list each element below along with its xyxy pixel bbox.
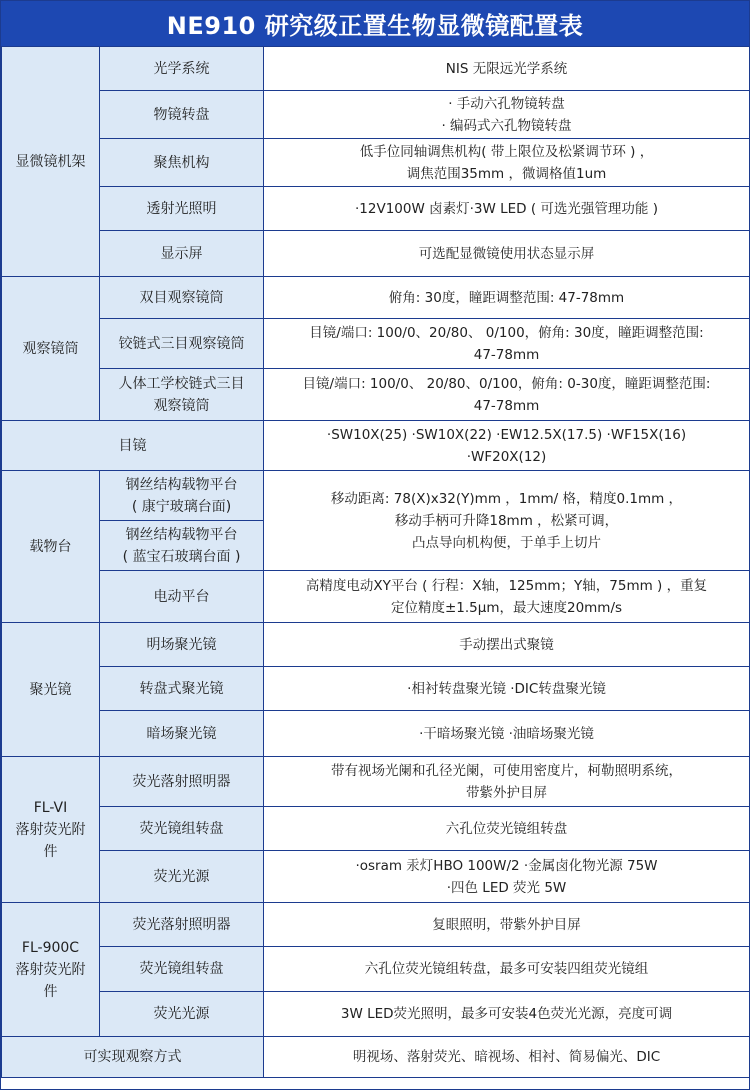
name-line: 钢丝结构载物平台 — [125, 526, 238, 543]
item-name — [100, 369, 264, 421]
value-line: 六孔位荧光镜组转盘，最多可安装四组荧光镜组 — [364, 961, 649, 977]
table-row — [2, 139, 750, 187]
table-row — [2, 421, 750, 471]
category-line: 件 — [43, 983, 58, 1000]
category-line: FL-VI — [33, 799, 68, 816]
item-name: 转盘式聚光镜 — [100, 667, 264, 711]
value-line: 调焦范围35mm ，微调格值1um — [406, 165, 607, 182]
item-value — [264, 947, 750, 992]
item-name: 电动平台 — [100, 571, 264, 623]
item-name: 明场聚光镜 — [100, 623, 264, 667]
table-row — [2, 903, 750, 947]
category-fl-900c — [2, 903, 100, 1037]
category-stage: 载物台 — [2, 471, 100, 623]
item-name: 荧光光源 — [100, 851, 264, 903]
item-name: 物镜转盘 — [100, 91, 264, 139]
table-row — [2, 277, 750, 319]
value-line: 47-78mm — [473, 346, 540, 363]
item-name: 荧光落射照明器 — [100, 757, 264, 807]
value-line: NIS 无限远光学系统 — [445, 60, 568, 77]
value-line: · 编码式六孔物镜转盘 — [441, 117, 572, 134]
category-condenser: 聚光镜 — [2, 623, 100, 757]
item-name: 聚焦机构 — [100, 139, 264, 187]
table-row — [2, 807, 750, 851]
value-line: ·12V100W 卤素灯·3W LED ( 可选光强管理功能 ) — [355, 200, 658, 217]
item-name: 荧光光源 — [100, 992, 264, 1037]
table-row — [2, 992, 750, 1037]
table-row — [2, 187, 750, 231]
table-row — [2, 231, 750, 277]
value-line: · 手动六孔物镜转盘 — [448, 95, 565, 112]
item-name: 透射光照明 — [100, 187, 264, 231]
value-line: ·干暗场聚光镜 ·油暗场聚光镜 — [419, 725, 594, 742]
category-stand: 显微镜机架 — [2, 47, 100, 277]
value-line: 移动距离: 78(X)x32(Y)mm ，1mm/ 格，精度0.1mm ， — [330, 490, 683, 507]
item-value — [264, 139, 750, 187]
name-line: ( 蓝宝石玻璃台面 ) — [122, 548, 241, 565]
category-line: 件 — [43, 843, 58, 860]
table-row — [2, 947, 750, 992]
value-line: 手动摆出式聚镜 — [459, 636, 554, 653]
table-row — [2, 851, 750, 903]
table-row — [2, 471, 750, 521]
name-line: 人体工学校链式三目 — [118, 375, 245, 392]
item-name: 显示屏 — [100, 231, 264, 277]
config-table — [1, 46, 750, 1078]
value-line: 移动手柄可升降18mm ，松紧可调， — [394, 512, 619, 529]
value-line: 3W LED荧光照明，最多可安装4色荧光光源，亮度可调 — [340, 1006, 673, 1022]
value-line: ·SW10X(25) ·SW10X(22) ·EW12.5X(17.5) ·WF15X(16) — [326, 426, 687, 443]
item-value — [264, 231, 750, 277]
value-line: 带紫外护目屏 — [466, 784, 547, 801]
page-title: NE910 研究级正置生物显微镜配置表 — [1, 1, 749, 46]
value-line: 低手位同轴调焦机构( 带上限位及松紧调节环 ) ， — [359, 143, 654, 160]
item-value — [264, 571, 750, 623]
item-name — [100, 521, 264, 571]
category-line: 落射荧光附 — [15, 821, 86, 838]
table-row — [2, 91, 750, 139]
value-line: 明视场、落射荧光、暗视场、相衬、简易偏光、DIC — [352, 1049, 661, 1065]
item-value — [264, 851, 750, 903]
item-value — [264, 91, 750, 139]
item-name: 荧光镜组转盘 — [100, 947, 264, 992]
value-line: 俯角: 30度，瞳距调整范围: 47-78mm — [388, 289, 625, 306]
category-line: 落射荧光附 — [15, 961, 86, 978]
item-value — [264, 711, 750, 757]
table-row — [2, 47, 750, 91]
item-name: 双目观察镜筒 — [100, 277, 264, 319]
name-line: 观察镜筒 — [153, 397, 210, 414]
value-line: ·相衬转盘聚光镜 ·DIC转盘聚光镜 — [407, 680, 606, 697]
category-line: FL-900C — [21, 939, 80, 956]
item-name: 光学系统 — [100, 47, 264, 91]
value-line: 定位精度±1.5μm，最大速度20mm/s — [390, 599, 623, 616]
item-name — [100, 471, 264, 521]
item-value — [264, 757, 750, 807]
item-name: 暗场聚光镜 — [100, 711, 264, 757]
item-value — [264, 1037, 750, 1078]
table-row — [2, 667, 750, 711]
value-line: ·四色 LED 荧光 5W — [446, 879, 567, 896]
value-line: 复眼照明，带紫外护目屏 — [432, 916, 581, 933]
item-name: 荧光落射照明器 — [100, 903, 264, 947]
item-value — [264, 471, 750, 571]
item-value — [264, 277, 750, 319]
item-value — [264, 992, 750, 1037]
item-value — [264, 47, 750, 91]
value-line: ·osram 汞灯HBO 100W/2 ·金属卤化物光源 75W — [355, 857, 658, 874]
value-line: 可选配显微镜使用状态显示屏 — [418, 245, 595, 262]
value-line: 凸点导向机构便，于单手上切片 — [412, 534, 601, 551]
table-row — [2, 571, 750, 623]
table-row — [2, 711, 750, 757]
value-line: 高精度电动XY平台 ( 行程：X轴，125mm；Y轴，75mm ) ，重复 — [305, 577, 708, 594]
value-line: 目镜/端口: 100/0、20/80、 0/100，俯角: 30度，瞳距调整范围: — [309, 324, 704, 341]
table-row — [2, 319, 750, 369]
item-value — [264, 187, 750, 231]
item-value — [264, 421, 750, 471]
item-value — [264, 623, 750, 667]
item-value — [264, 807, 750, 851]
item-value — [264, 903, 750, 947]
item-name: 铰链式三目观察镜筒 — [100, 319, 264, 369]
table-row — [2, 1037, 750, 1078]
value-line: ·WF20X(12) — [466, 448, 547, 465]
item-name: 荧光镜组转盘 — [100, 807, 264, 851]
value-line: 目镜/端口: 100/0、 20/80、0/100，俯角: 0-30度，瞳距调整范围: — [302, 375, 711, 392]
category-observation-modes: 可实现观察方式 — [2, 1037, 264, 1078]
category-eyepiece: 目镜 — [2, 421, 264, 471]
name-line: ( 康宁玻璃台面) — [131, 498, 232, 515]
category-tube: 观察镜筒 — [2, 277, 100, 421]
item-value — [264, 369, 750, 421]
category-fl-vi — [2, 757, 100, 903]
item-value — [264, 667, 750, 711]
value-line: 带有视场光阑和孔径光阑，可使用密度片，柯勒照明系统， — [331, 762, 682, 779]
name-line: 钢丝结构载物平台 — [125, 476, 238, 493]
table-row — [2, 369, 750, 421]
value-line: 六孔位荧光镜组转盘 — [445, 820, 568, 837]
table-row — [2, 623, 750, 667]
table-row — [2, 757, 750, 807]
value-line: 47-78mm — [473, 397, 540, 414]
item-value — [264, 319, 750, 369]
